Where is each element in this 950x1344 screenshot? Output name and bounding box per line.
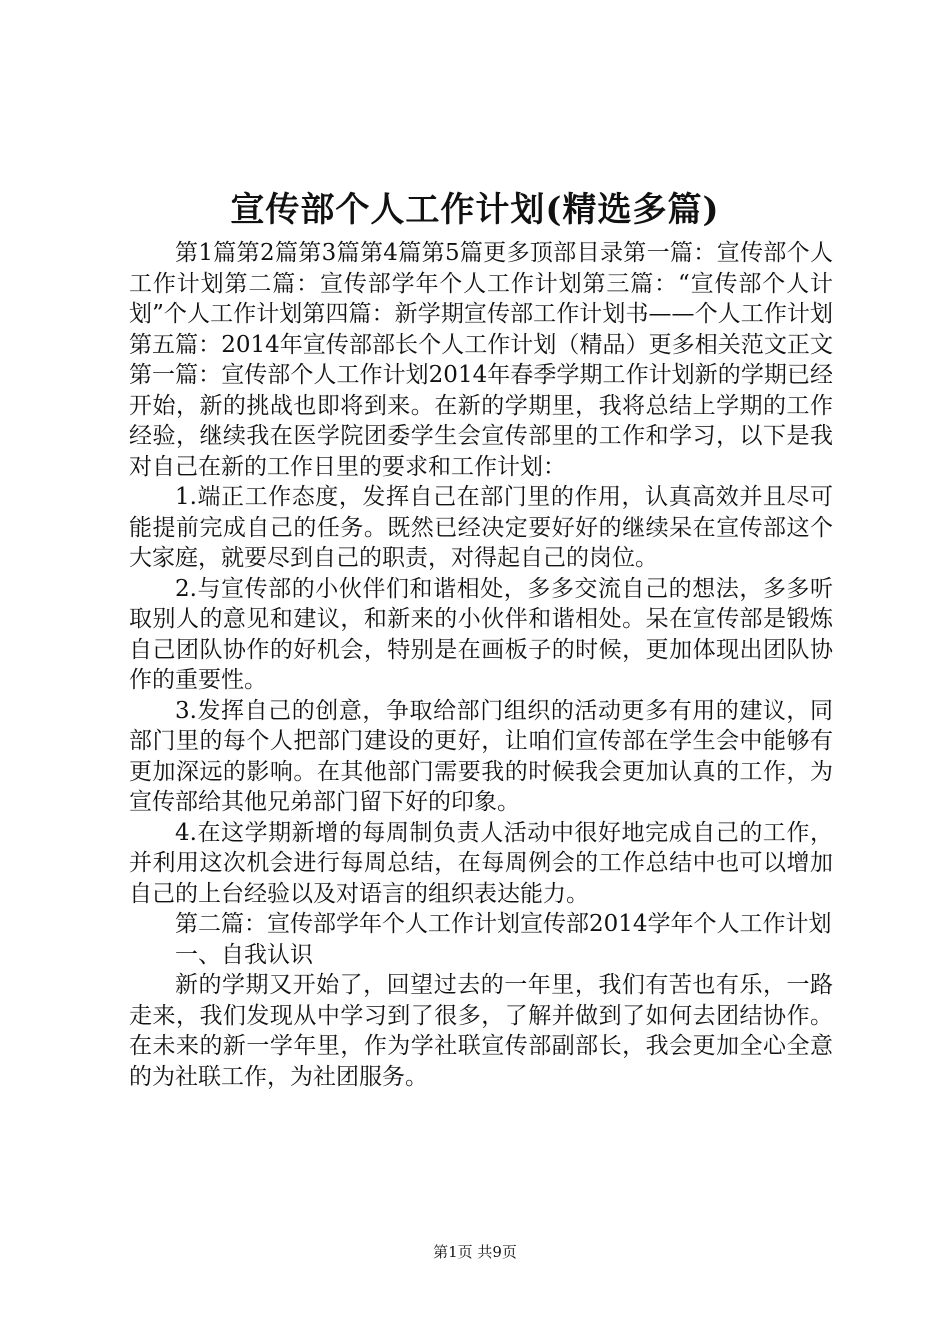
paragraph-section-2-heading: 第二篇：宣传部学年个人工作计划宣传部2014学年个人工作计划: [175, 911, 832, 937]
paragraph-item-2: 2.与宣传部的小伙伴们和谐相处，多多交流自己的想法，多多听取别人的意见和建议，和新来的小伙伴和谐相处。呆在宣传部是锻炼自己团队协作的好机会，特别是在画板子的时候，更加体现出团队协作的重要性。: [129, 575, 833, 693]
document-title: 宣传部个人工作计划(精选多篇): [230, 190, 720, 230]
paragraph-self-awareness: 新的学期又开始了，回望过去的一年里，我们有苦也有乐，一路走来，我们发现从中学习到了很多，了解并做到了如何去团结协作。在未来的新一学年里，作为学社联宣传部副部长，我会更加全心全意的为社联工作，为社团服务。: [129, 972, 833, 1090]
paragraph-item-3: 3.发挥自己的创意，争取给部门组织的活动更多有用的建议，同部门里的每个人把部门建设的更好，让咱们宣传部在学生会中能够有更加深远的影响。在其他部门需要我的时候我会更加认真的工作，为宣传部给其他兄弟部门留下好的印象。: [129, 697, 833, 815]
document-body: [129, 238, 833, 1092]
paragraph-subheading-self-awareness: 一、自我认识: [175, 941, 313, 968]
paragraph-table-of-contents: 第1篇第2篇第3篇第4篇第5篇更多顶部目录第一篇：宣传部个人工作计划第二篇：宣传部学年个人工作计划第三篇：“宣传部个人计划”个人工作计划第四篇：新学期宣传部工作计划书——个人工作计划第五篇：2014年宣传部部长个人工作计划（精品）更多相关范文正文第一篇：宣传部个人工作计划2014年春季学期工作计划新的学期已经开始，新的挑战也即将到来。在新的学期里，我将总结上学期的工作经验，继续我在医学院团委学生会宣传部里的工作和学习，以下是我对自己在新的工作日里的要求和工作计划：: [129, 240, 833, 480]
page-footer: 第1页 共9页: [433, 1243, 517, 1261]
paragraph-item-4: 4.在这学期新增的每周制负责人活动中很好地完成自己的工作，并利用这次机会进行每周总结，在每周例会的工作总结中也可以增加自己的上台经验以及对语言的组织表达能力。: [129, 819, 833, 907]
paragraph-item-1: 1.端正工作态度，发挥自己在部门里的作用，认真高效并且尽可能提前完成自己的任务。既然已经决定要好好的继续呆在宣传部这个大家庭，就要尽到自己的职责，对得起自己的岗位。: [129, 484, 833, 571]
